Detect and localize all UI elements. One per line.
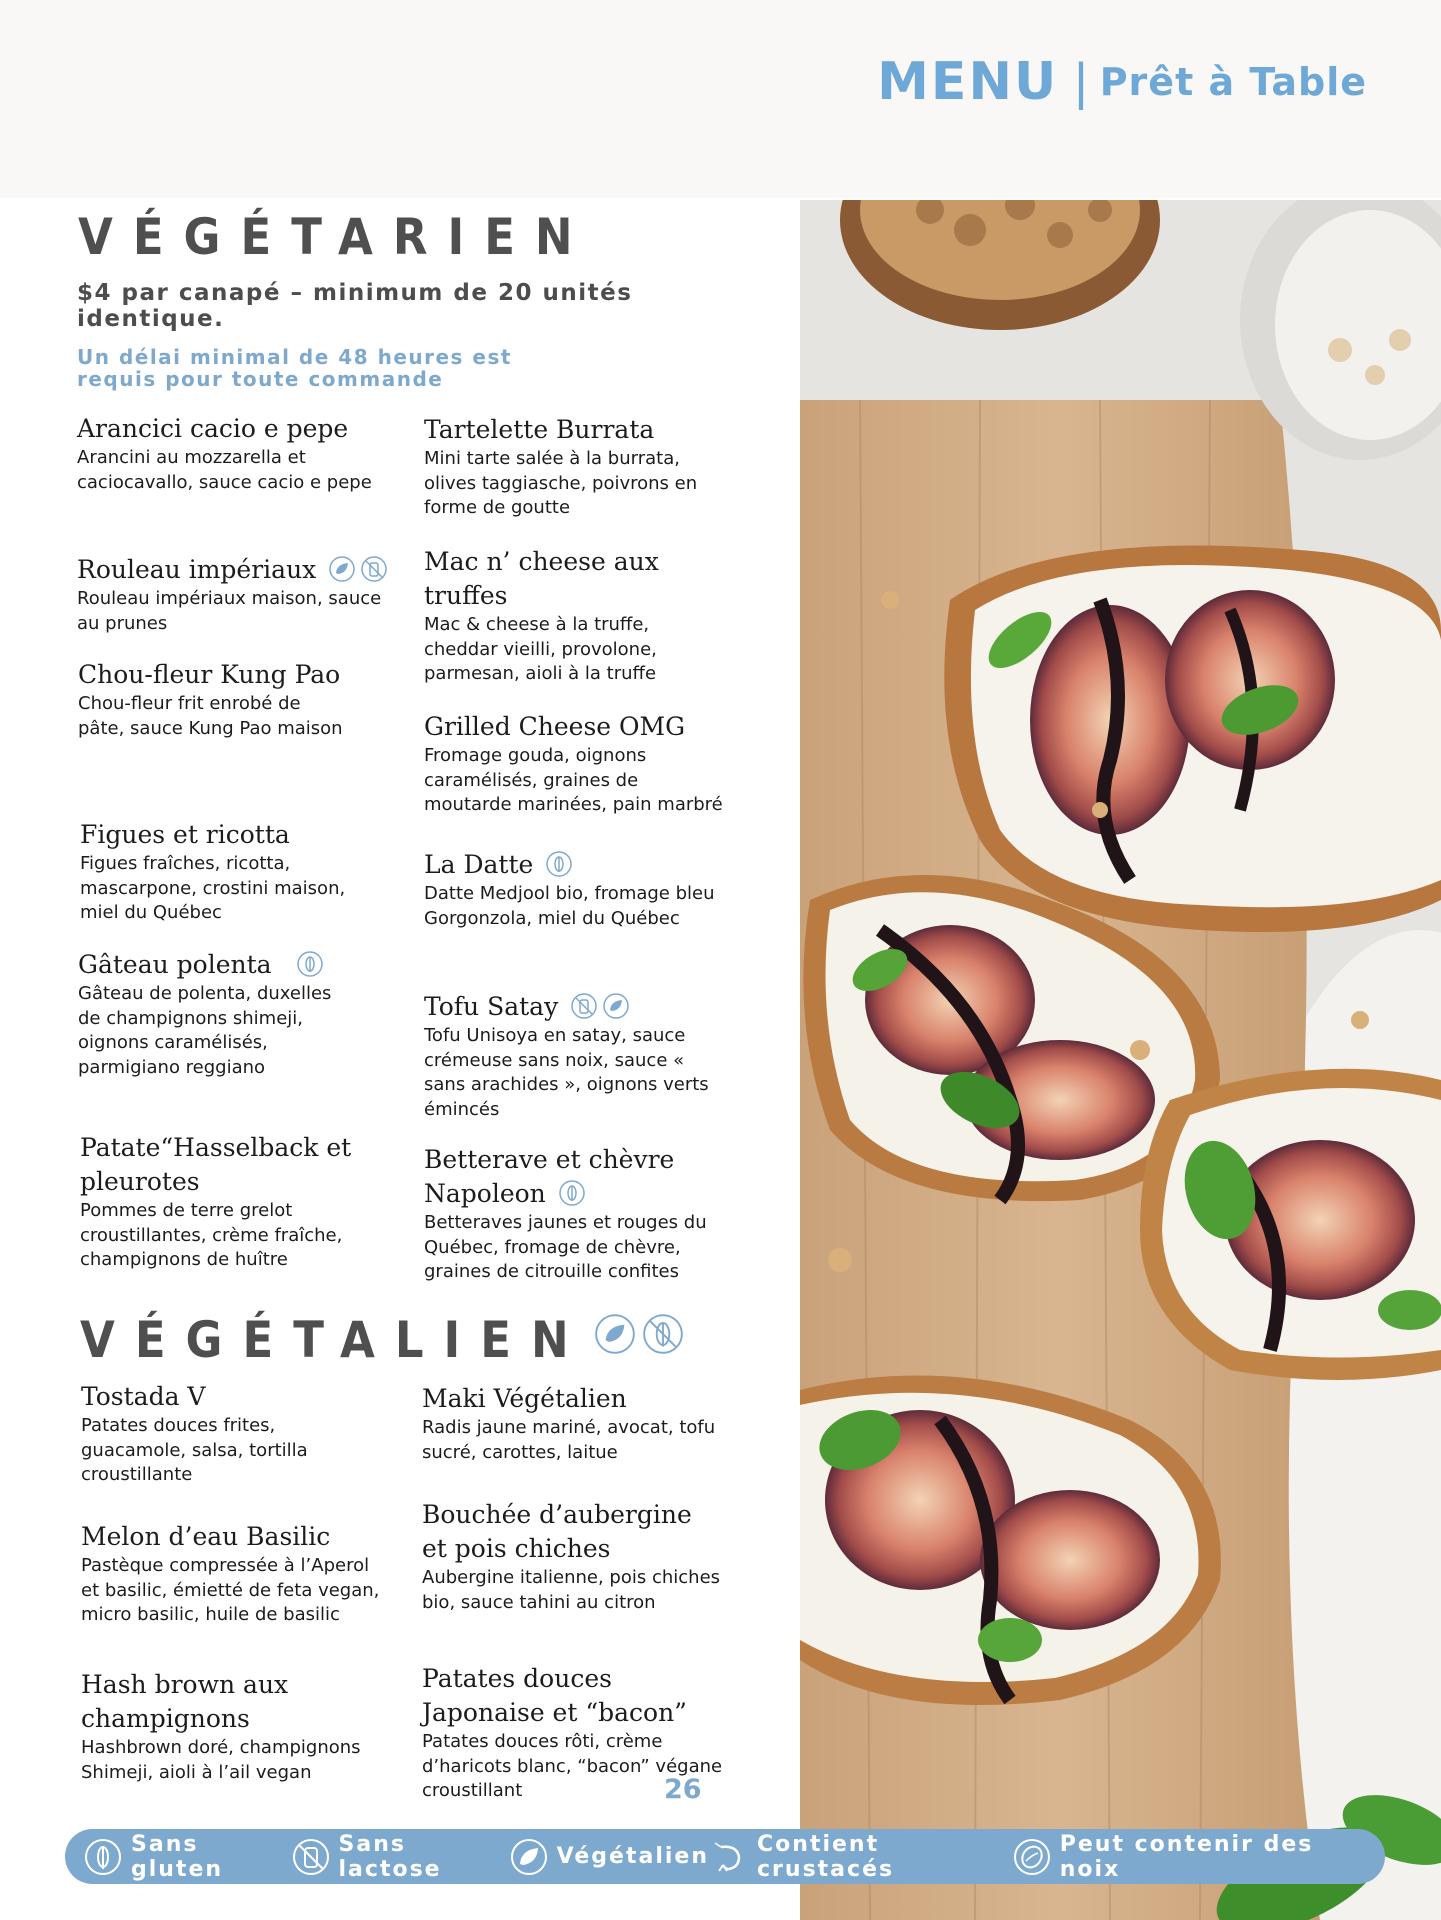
item-description: Chou-fleur frit enrobé de pâte, sauce Kung Pao maison: [78, 693, 343, 739]
no-milk-icon: [291, 1837, 331, 1877]
wheat-icon: [296, 950, 324, 978]
item-description: Patates douces rôti, crème d’haricots blanc, “bacon” végane croustillant: [422, 1731, 723, 1801]
menu-item: [424, 545, 704, 687]
item-name: Melon d’eau Basilic: [81, 1522, 331, 1551]
item-name: Mac n’ cheese aux truffes: [424, 547, 659, 610]
leaf-icon: [593, 1312, 637, 1356]
shrimp-icon: [709, 1837, 749, 1877]
wheat-icon: [83, 1837, 123, 1877]
legend-label: Peut contenir des noix: [1059, 1831, 1314, 1882]
item-name: Gâteau polenta: [78, 950, 272, 979]
legend-item-vegetalien: [509, 1837, 709, 1877]
delay-note: Un délai minimal de 48 heures est requis pour toute commande: [77, 345, 512, 391]
item-description: Arancini au mozzarella et caciocavallo, sauce cacio e pepe: [77, 447, 372, 493]
section-title-vegetarien: VÉGÉTARIEN: [78, 208, 593, 266]
no-milk-icon: [570, 992, 598, 1020]
menu-item: [77, 553, 407, 636]
menu-item: [80, 1131, 370, 1273]
item-description: Radis jaune mariné, avocat, tofu sucré, carottes, laitue: [422, 1417, 716, 1463]
item-description: Figues fraîches, ricotta, mascarpone, crostini maison, miel du Québec: [80, 853, 346, 923]
legend-item-sans-gluten: [83, 1832, 291, 1882]
brand-subtitle: Prêt à Table: [1099, 60, 1367, 104]
menu-item: [81, 1520, 381, 1628]
item-name: Betterave et chèvre Napoleon: [424, 1145, 675, 1208]
menu-item: [424, 710, 724, 818]
item-name: Grilled Cheese OMG: [424, 712, 686, 741]
allergen-legend: [65, 1829, 1385, 1884]
item-description: Pastèque compressée à l’Aperol et basilic, émietté de feta vegan, micro basilic, huile de basilic: [81, 1555, 380, 1625]
item-name: Maki Végétalien: [422, 1384, 627, 1413]
leaf-icon: [602, 992, 630, 1020]
menu-item: [422, 1382, 722, 1465]
item-name: Tostada V: [81, 1382, 206, 1411]
item-description: Betteraves jaunes et rouges du Québec, fromage de chèvre, graines de citrouille confites: [424, 1212, 707, 1282]
leaf-icon: [328, 555, 356, 583]
item-name: Tartelette Burrata: [424, 415, 655, 444]
item-description: Hashbrown doré, champignons Shimeji, aioli à l’ail vegan: [81, 1737, 361, 1783]
section-title-text: VÉGÉTALIEN: [80, 1311, 589, 1369]
page-number: 26: [664, 1774, 702, 1805]
page-header: [877, 52, 1367, 112]
section-title-vegetalien: [80, 1305, 685, 1369]
header-separator: |: [1074, 53, 1088, 111]
menu-item: [78, 658, 348, 741]
item-description: Rouleau impériaux maison, sauce au prunes: [77, 588, 382, 634]
food-photo: [800, 200, 1441, 1920]
legend-label: Sans gluten: [131, 1831, 224, 1882]
item-name: Patate“Hasselback et pleurotes: [80, 1133, 352, 1196]
menu-item: [81, 1668, 381, 1785]
item-description: Tofu Unisoya en satay, sauce crémeuse sans noix, sauce « sans arachides », oignons verts émincés: [424, 1025, 709, 1120]
menu-item: [80, 818, 380, 926]
item-name: La Datte: [424, 850, 534, 879]
wheat-icon: [545, 850, 573, 878]
menu-item: [78, 948, 338, 1080]
menu-item: [424, 990, 724, 1122]
item-name: Bouchée d’aubergine et pois chiches: [422, 1500, 692, 1563]
leaf-icon: [509, 1837, 549, 1877]
menu-item: [424, 413, 724, 521]
legend-label: Sans lactose: [338, 1831, 442, 1882]
menu-item: [424, 1143, 724, 1285]
legend-item-noix: [1012, 1832, 1367, 1882]
item-description: Pommes de terre grelot croustillantes, crème fraîche, champignons de huître: [80, 1200, 343, 1270]
wheat-icon: [641, 1312, 685, 1356]
crostini-illustration: [800, 200, 1441, 1920]
legend-label: Contient crustacés: [757, 1831, 895, 1882]
item-description: Mini tarte salée à la burrata, olives taggiasche, poivrons en forme de goutte: [424, 448, 698, 518]
no-milk-icon: [360, 555, 388, 583]
item-description: Datte Medjool bio, fromage bleu Gorgonzola, miel du Québec: [424, 883, 715, 929]
item-name: Hash brown aux champignons: [81, 1670, 289, 1733]
item-description: Gâteau de polenta, duxelles de champignons shimeji, oignons caramélisés, parmigiano reggiano: [78, 983, 332, 1078]
menu-item: [81, 1380, 381, 1488]
item-description: Mac & cheese à la truffe, cheddar vieilli, provolone, parmesan, aioli à la truffe: [424, 614, 657, 684]
item-name: Patates douces Japonaise et “bacon”: [422, 1664, 687, 1727]
nut-icon: [1012, 1837, 1052, 1877]
legend-item-sans-lactose: [291, 1832, 509, 1882]
item-name: Rouleau impériaux: [77, 555, 317, 584]
item-name: Chou-fleur Kung Pao: [78, 660, 341, 689]
item-name: Arancici cacio e pepe: [77, 414, 349, 443]
legend-item-crustaces: [709, 1832, 1012, 1882]
item-name: Tofu Satay: [424, 992, 559, 1021]
item-description: Fromage gouda, oignons caramélisés, graines de moutarde marinées, pain marbré: [424, 745, 723, 815]
menu-title: MENU: [877, 52, 1059, 112]
menu-item: [424, 848, 724, 931]
wheat-icon: [558, 1179, 586, 1207]
price-note: $4 par canapé – minimum de 20 unités identique.: [77, 280, 633, 332]
item-description: Patates douces frites, guacamole, salsa, tortilla croustillante: [81, 1415, 308, 1485]
menu-item: [77, 412, 377, 495]
item-name: Figues et ricotta: [80, 820, 290, 849]
menu-item: [422, 1498, 722, 1615]
legend-label: Végétalien: [556, 1844, 710, 1869]
item-description: Aubergine italienne, pois chiches bio, sauce tahini au citron: [422, 1567, 721, 1613]
